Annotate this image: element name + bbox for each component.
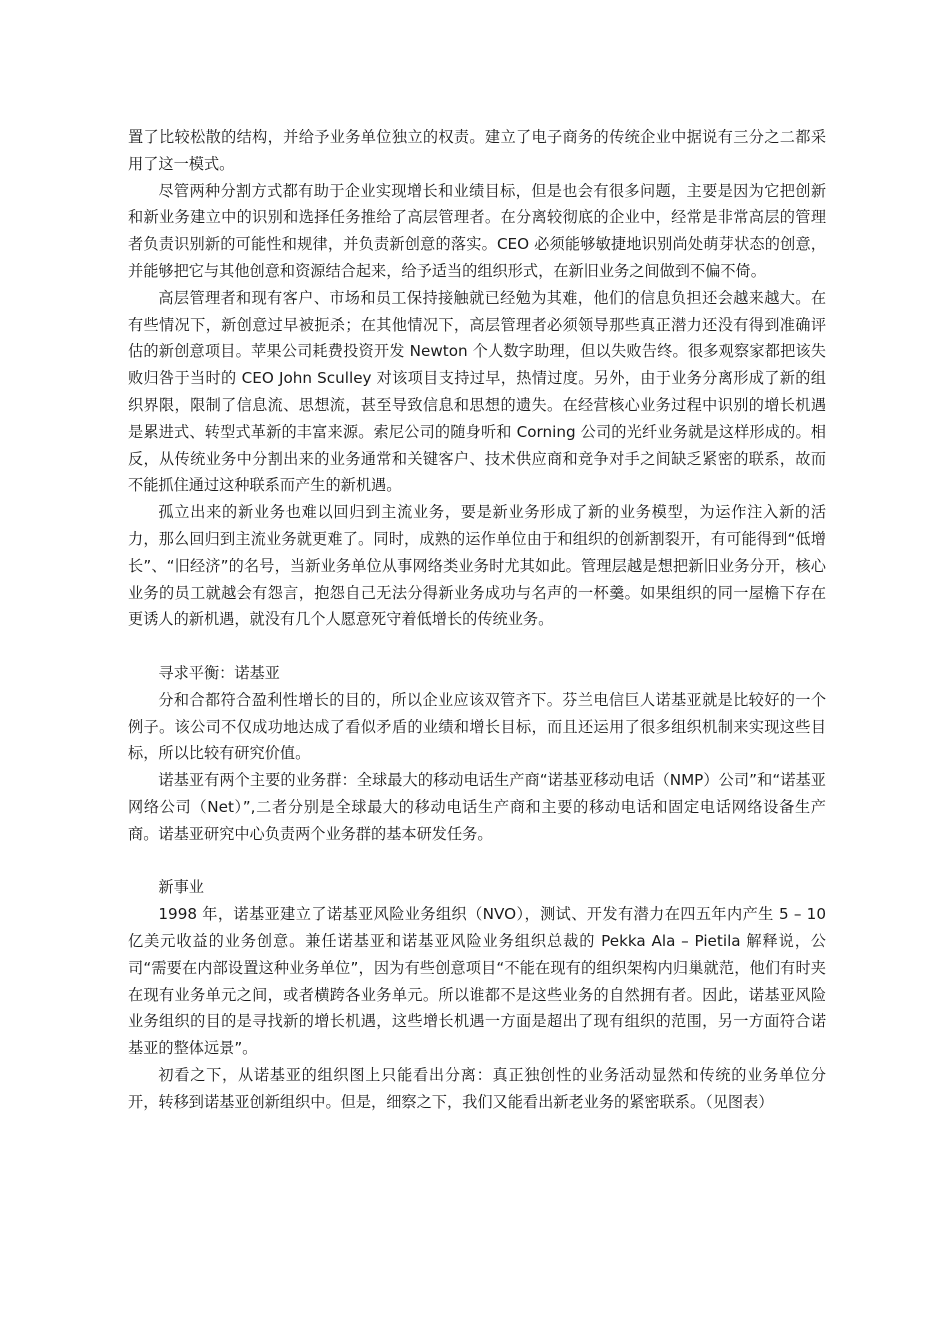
paragraph-nvo-founding: 1998 年，诺基亚建立了诺基亚风险业务组织（NVO），测试、开发有潜力在四五年内产生 5 – 10 亿美元收益的业务创意。兼任诺基亚和诺基亚风险业务组织总裁的 Pekka Ala – Pietila 解释说，公司“需要在内部设置这种业务单位”，因为有些创意项目“不能在现有的组织架构内归巢就范，他们有时夹在现有业务单元之间，或者横跨各业务单元。所以谁都不是这些业务的自然拥有者。因此，诺基亚风险业务组织的目的是寻找新的增长机遇，这些增长机遇一方面是超出了现有组织的范围，另一方面符合诺基亚的整体远景”。 xyxy=(128,905,826,1058)
section-heading-nokia-balance: 寻求平衡：诺基亚 xyxy=(158,663,280,682)
section-heading-new-ventures: 新事业 xyxy=(158,878,204,897)
paragraph-isolated-business: 孤立出来的新业务也难以回归到主流业务，要是新业务形成了新的业务模型，为运作注入新的活力，那么回归到主流业务就更难了。同时，成熟的运作单位由于和组织的创新割裂开，有可能得到“低增长”、“旧经济”的名号，当新业务单位从事网络类业务时尤其如此。管理层越是想把新旧业务分开，核心业务的员工就越会有怨言，抱怨自己无法分得新业务成功与名声的一杯羹。如果组织的同一屋檐下存在更诱人的新机遇，就没有几个人愿意死守着低增长的传统业务。 xyxy=(128,503,826,629)
paragraph-nokia-example: 分和合都符合盈利性增长的目的，所以企业应该双管齐下。芬兰电信巨人诺基亚就是比较好的一个例子。该公司不仅成功地达成了看似矛盾的业绩和增长目标，而且还运用了很多组织机制来实现这些目标，所以比较有研究价值。 xyxy=(128,690,826,763)
paragraph-org-chart-view: 初看之下，从诺基亚的组织图上只能看出分离：真正独创性的业务活动显然和传统的业务单位分开，转移到诺基亚创新组织中。但是，细察之下，我们又能看出新老业务的紧密联系。（见图表） xyxy=(128,1065,826,1111)
paragraph-separation-problems: 尽管两种分割方式都有助于企业实现增长和业绩目标，但是也会有很多问题，主要是因为它把创新和新业务建立中的识别和选择任务推给了高层管理者。在分离较彻底的企业中，经常是非常高层的管理者负责识别新的可能性和规律，并负责新创意的落实。CEO 必须能够敏捷地识别尚处萌芽状态的创意，并能够把它与其他创意和资源结合起来，给予适当的组织形式，在新旧业务之间做到不偏不倚。 xyxy=(128,181,826,280)
section-gap xyxy=(128,633,826,660)
paragraph-information-burden: 高层管理者和现有客户、市场和员工保持接触就已经勉为其难，他们的信息负担还会越来越大。在有些情况下，新创意过早被扼杀；在其他情况下，高层管理者必须领导那些真正潜力还没有得到准确评估的新创意项目。苹果公司耗费投资开发 Newton 个人数字助理，但以失败告终。很多观察家都把该失败归咎于当时的 CEO John Sculley 对该项目支持过早，热情过度。另外，由于业务分离形成了新的组织界限，限制了信息流、思想流，甚至导致信息和思想的遗失。在经营核心业务过程中识别的增长机遇是累进式、转型式革新的丰富来源。索尼公司的随身听和 Corning 公司的光纤业务就是这样形成的。相反，从传统业务中分割出来的业务通常和关键客户、技术供应商和竞争对手之间缺乏紧密的联系，故而不能抓住通过这种联系而产生的新机遇。 xyxy=(128,288,826,495)
paragraph-nokia-business-groups: 诺基亚有两个主要的业务群：全球最大的移动电话生产商“诺基亚移动电话（NMP）公司”和“诺基亚网络公司（Net）”,二者分别是全球最大的移动电话生产商和主要的移动电话和固定电话网络设备生产商。诺基亚研究中心负责两个业务群的基本研发任务。 xyxy=(128,771,826,843)
section-gap xyxy=(128,848,826,875)
document-page xyxy=(128,124,826,1115)
paragraph-structure-continuation: 置了比较松散的结构，并给予业务单位独立的权责。建立了电子商务的传统企业中据说有三分之二都采用了这一模式。 xyxy=(128,128,826,173)
